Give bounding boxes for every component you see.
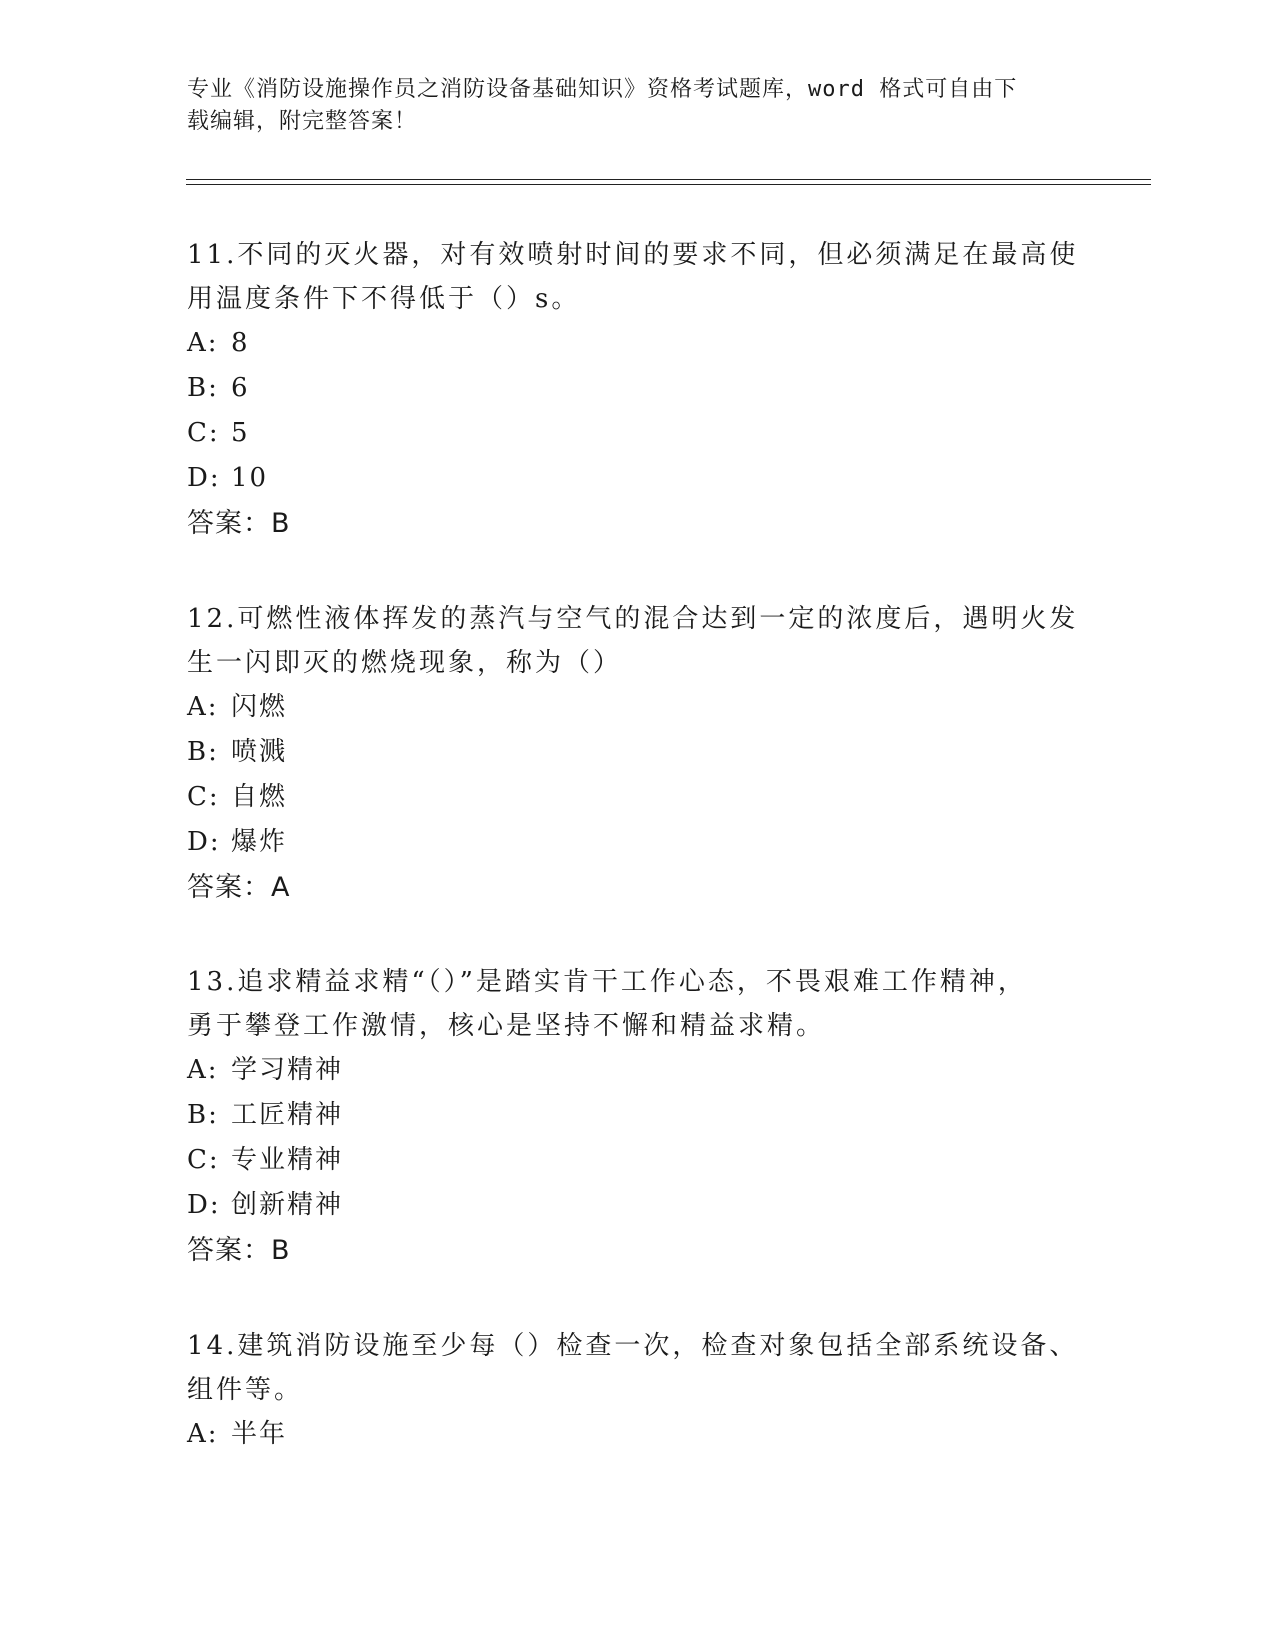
option-text: 闪燃: [231, 692, 288, 722]
option-d: [187, 456, 1087, 501]
option-d: [187, 1183, 1087, 1228]
answer: 答案：A: [187, 872, 291, 903]
question-stem-line: 勇于攀登工作激情，核心是坚持不懈和精益求精。: [187, 1011, 826, 1041]
question-stem-line: 13.追求精益求精“（）”是踏实肯干工作心态，不畏艰难工作精神，: [187, 967, 1027, 997]
answer: 答案：B: [187, 508, 291, 539]
question-stem: [187, 597, 1087, 685]
question-stem: [187, 233, 1087, 321]
option-c: [187, 1138, 1087, 1183]
option-d: [187, 820, 1087, 865]
question-12: [187, 597, 1087, 910]
option-letter: C:: [187, 782, 220, 812]
option-b: [187, 1093, 1087, 1138]
question-stem-line: 12.可燃性液体挥发的蒸汽与空气的混合达到一定的浓度后，遇明火发: [187, 604, 1079, 634]
option-text: 5: [231, 418, 250, 448]
option-text: 工匠精神: [231, 1100, 344, 1130]
option-letter: B:: [187, 737, 219, 767]
header-divider-top: [186, 179, 1151, 180]
option-letter: D:: [187, 463, 221, 493]
option-text: 创新精神: [231, 1190, 344, 1220]
option-letter: D:: [187, 827, 221, 857]
option-letter: C:: [187, 418, 220, 448]
question-14: [187, 1324, 1087, 1457]
question-stem-line: 14.建筑消防设施至少每（）检查一次，检查对象包括全部系统设备、: [187, 1331, 1079, 1361]
answer: 答案：B: [187, 1235, 291, 1266]
option-letter: C:: [187, 1145, 220, 1175]
question-stem-line: 组件等。: [187, 1375, 304, 1405]
option-text: 学习精神: [231, 1055, 344, 1085]
question-stem: [187, 1324, 1087, 1412]
option-text: 6: [231, 373, 250, 403]
option-letter: B:: [187, 373, 219, 403]
option-letter: A:: [187, 1055, 219, 1085]
option-text: 爆炸: [231, 827, 288, 857]
option-text: 专业精神: [231, 1145, 344, 1175]
question-stem-line: 生一闪即灭的燃烧现象，称为（）: [187, 648, 623, 678]
question-stem: [187, 960, 1087, 1048]
option-a: [187, 685, 1087, 730]
header-line-1: 专业《消防设施操作员之消防设备基础知识》资格考试题库，word 格式可自由下: [187, 77, 1018, 102]
option-c: [187, 775, 1087, 820]
header-line-2: 载编辑，附完整答案！: [187, 109, 418, 134]
document-header: [187, 74, 1067, 138]
question-11: [187, 233, 1087, 546]
option-letter: B:: [187, 1100, 219, 1130]
option-letter: A:: [187, 692, 219, 722]
option-text: 半年: [231, 1419, 288, 1449]
option-text: 自燃: [231, 782, 288, 812]
question-stem-line: 用温度条件下不得低于（）s。: [187, 284, 581, 314]
option-text: 10: [231, 463, 269, 493]
header-divider-bottom: [186, 184, 1151, 185]
option-a: [187, 1412, 1087, 1457]
option-b: [187, 730, 1087, 775]
question-13: [187, 960, 1087, 1273]
option-a: [187, 321, 1087, 366]
option-letter: D:: [187, 1190, 221, 1220]
option-text: 8: [231, 328, 250, 358]
option-b: [187, 366, 1087, 411]
option-text: 喷溅: [231, 737, 288, 767]
option-letter: A:: [187, 328, 219, 358]
option-letter: A:: [187, 1419, 219, 1449]
option-c: [187, 411, 1087, 456]
question-stem-line: 11.不同的灭火器，对有效喷射时间的要求不同，但必须满足在最高使: [187, 240, 1079, 270]
option-a: [187, 1048, 1087, 1093]
